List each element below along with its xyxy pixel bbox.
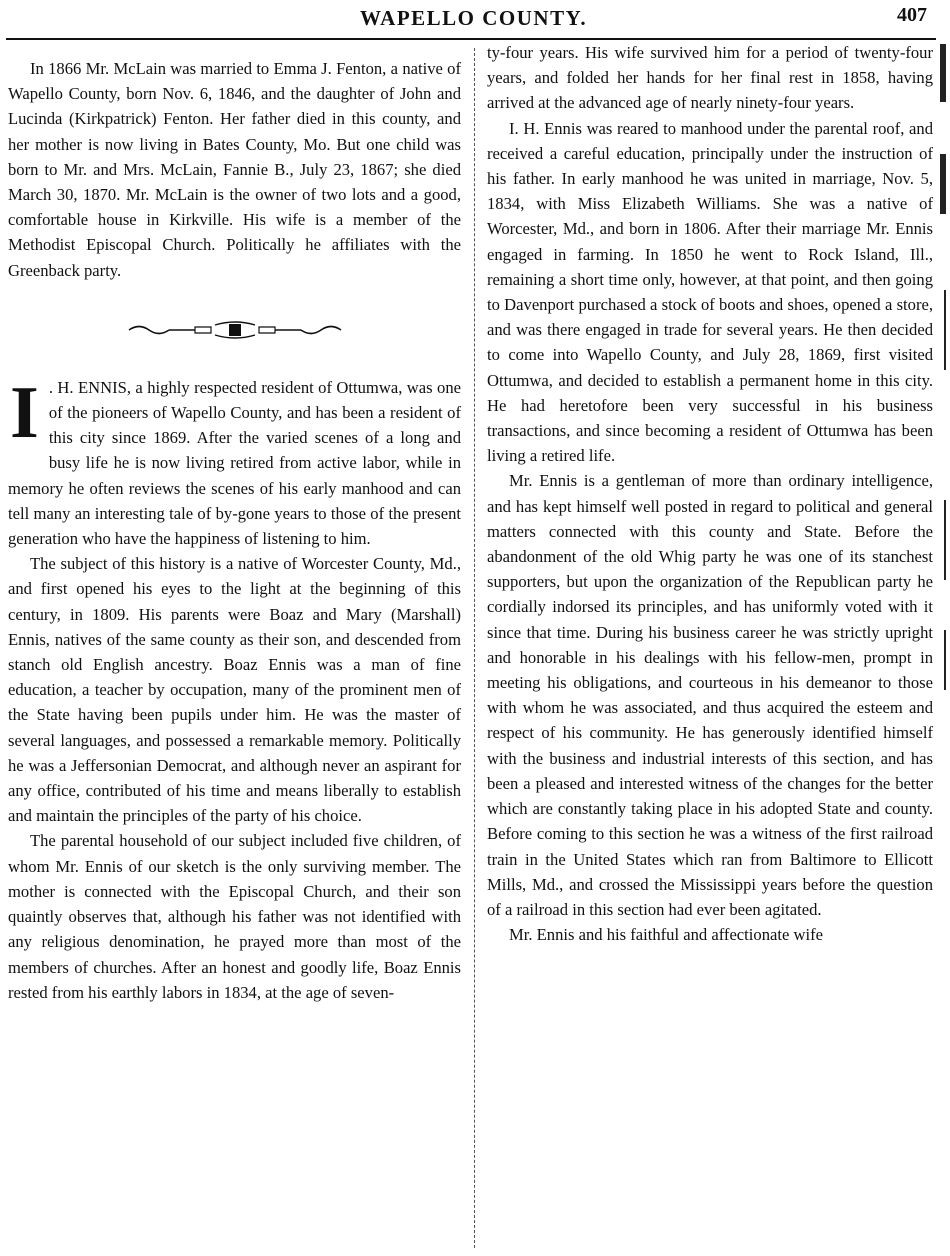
binding-edge-mark bbox=[944, 290, 946, 370]
ennis-parentage-paragraph: The subject of this history is a native of Worcester County, Md., and first opened his eyes to the light at the beginning of this century, in 1809. His parents were Boaz and Mary (Marshall) Ennis, natives of the same county as their son, and descended from stanch old English ancestry. Boaz Ennis was a man of fine education, a teacher by occupation, many of the prominent men of the State having been pupils under him. He was the master of several languages, and possessed a remarkable memory. Politically he was a Jeffersonian Democrat, and although never an aspirant for any office, contributed of his time and means liberally to establish and maintain the principles of the party of his choice. bbox=[8, 554, 461, 826]
mother-death-paragraph: ty-four years. His wife survived him for a period of twenty-four years, and folded her hands for her final rest in 1858, having arrived at the advanced age of nearly ninety-four years. bbox=[487, 43, 933, 113]
right-column bbox=[487, 40, 933, 947]
binding-edge-mark bbox=[944, 500, 946, 580]
drop-cap-letter: I bbox=[10, 371, 39, 454]
ennis-intro-text: . H. ENNIS, a highly respected resident of Ottumwa, was one of the pioneers of Wapello County, and has been a resident of this city since 1869. After the varied scenes of a long and busy life he is now living retired from active labor, while in memory he often reviews the scenes of his early manhood and can tell many an interesting tale of by-gone years to those of the present generation who have the happiness of listening to him. bbox=[8, 377, 461, 549]
ennis-wife-paragraph: Mr. Ennis and his faithful and affectionate wife bbox=[509, 925, 823, 945]
ennis-career-paragraph: I. H. Ennis was reared to manhood under the parental roof, and received a careful education, principally under the instruction of his father. In early manhood he was united in marriage, Nov. 5, 1834, with Miss Elizabeth Williams. She was a native of Worcester, Md., and born in 1806. After their marriage Mr. Ennis engaged in farming. In 1850 he went to Rock Island, Ill., remaining a short time only, however, at that point, and then going to Davenport purchased a stock of boots and shoes, opened a store, and was there engaged in trade for several years. He then decided to come into Wapello County, and July 28, 1869, first visited Ottumwa, and decided to establish a permanent home in this city. He had heretofore been very successful in his business transactions, and since becoming a resident of Ottumwa has been living a retired life. bbox=[487, 118, 933, 466]
page-number: 407 bbox=[897, 4, 927, 26]
running-title: WAPELLO COUNTY. bbox=[360, 6, 588, 30]
ennis-intro-paragraph bbox=[8, 371, 461, 551]
section-divider-ornament bbox=[125, 319, 345, 341]
binding-edge-mark bbox=[940, 44, 946, 102]
binding-edge-mark bbox=[944, 630, 946, 690]
ennis-character-paragraph: Mr. Ennis is a gentleman of more than ordinary intelligence, and has kept himself well posted in regard to political and general matters connected with this county and State. Before the abandonment of the old Whig party he was one of its stanchest supporters, but upon the organization of the Republican party he cordially indorsed its principles, and has uniformly voted with it since that time. During his business career he was strictly upright and honorable in his dealings with his fellow-men, prompt in meeting his obligations, and courteous in his demeanor to those with whom he was associated, and thus acquired the esteem and respect of his community. He has generously identified himself with the business and industrial interests of this section, and has been a pleased and interested witness of the changes for the better which are constantly taking place in his adopted State and county. Before coming to this section he was a witness of the first railroad train in the United States which ran from Baltimore to Ellicott Mills, Md., and crossed the Mississippi years before the question of a railroad in this section had ever been agitated. bbox=[487, 471, 933, 919]
ennis-household-paragraph: The parental household of our subject included five children, of whom Mr. Ennis of our sketch is the only surviving member. The mother is connected with the Episcopal Church, and their son quaintly observes that, although his father was not identified with any religious denomination, he prayed more than most of the members of churches. After an honest and goodly life, Boaz Ennis rested from his earthly labors in 1834, at the age of seven- bbox=[8, 831, 461, 1002]
binding-edge-mark bbox=[940, 154, 946, 214]
page-header bbox=[0, 0, 950, 40]
mclain-marriage-paragraph: In 1866 Mr. McLain was married to Emma J. Fenton, a native of Wapello County, born Nov. 6, 1846, and the daughter of John and Lucinda (Kirkpatrick) Fenton. Her father died in this county, and her mother is now living in Bates County, Mo. But one child was born to Mr. and Mrs. McLain, Fannie B., July 23, 1867; she died March 30, 1870. Mr. McLain is the owner of two lots and a good, comfortable house in Kirkville. His wife is a member of the Methodist Episcopal Church. Politically he affiliates with the Greenback party. bbox=[8, 59, 461, 280]
left-column bbox=[8, 40, 461, 1005]
column-divider bbox=[474, 48, 476, 1248]
